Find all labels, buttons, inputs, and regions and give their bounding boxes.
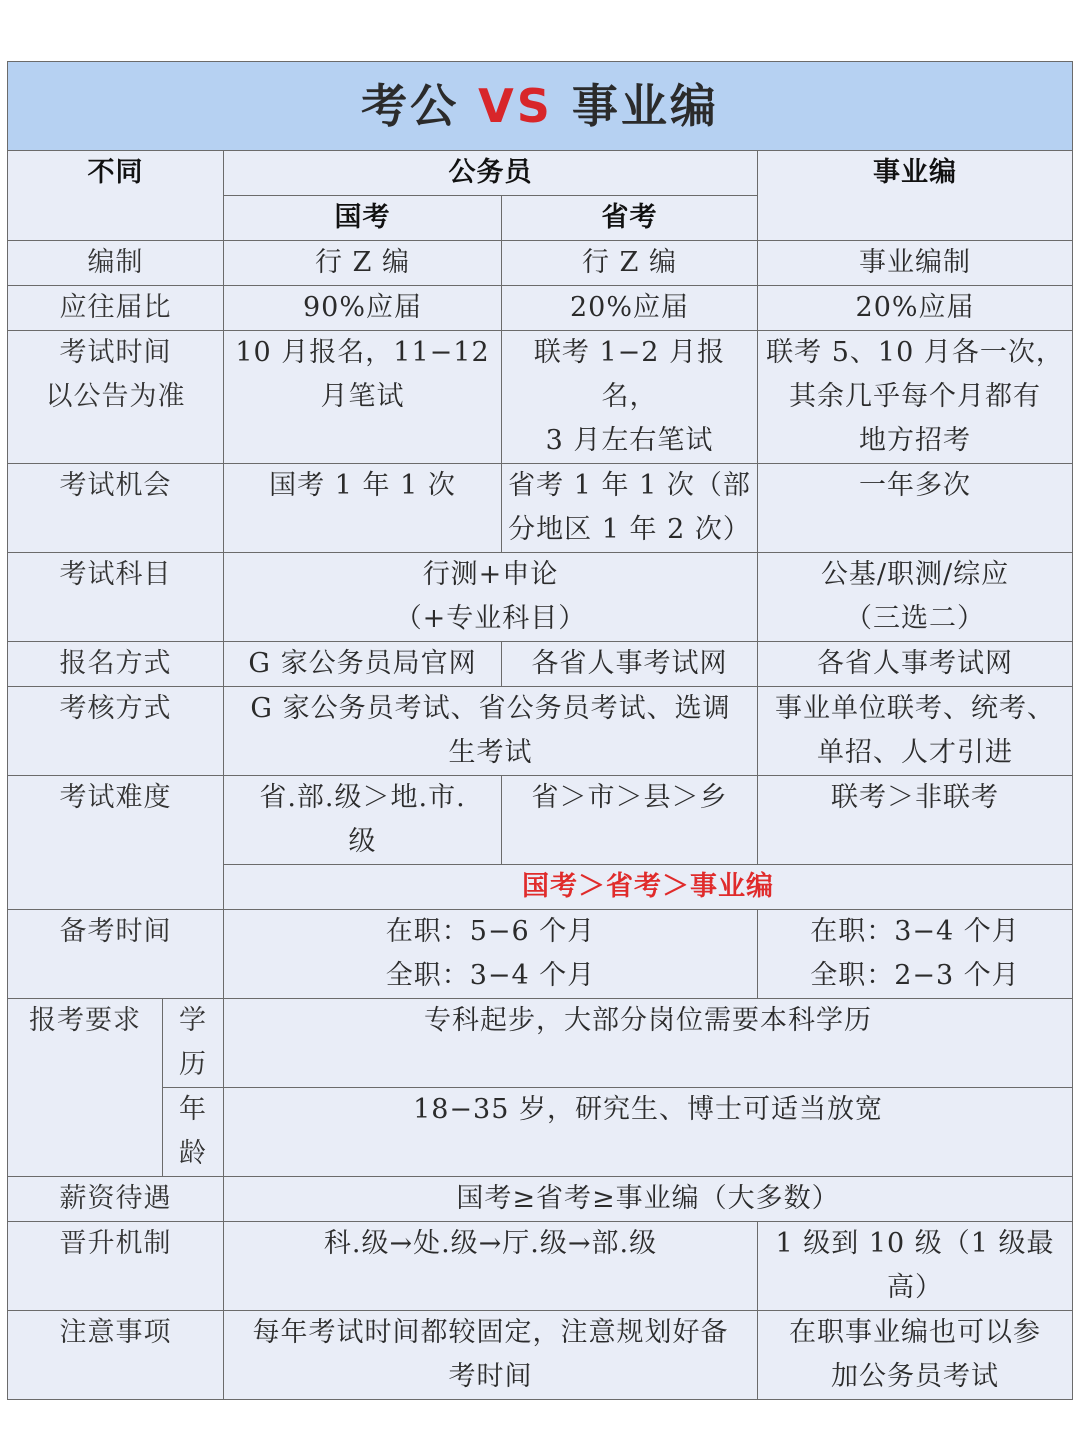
cell-shiye: 一年多次 xyxy=(758,464,1073,553)
text-line: （三选二） xyxy=(845,603,986,634)
header-public-institution: 事业编 xyxy=(758,151,1073,241)
cell-guokao: 国考 1 年 1 次 xyxy=(224,464,502,553)
header-provincial-exam: 省考 xyxy=(502,196,758,241)
cell-shengkao: 省＞市＞县＞乡 xyxy=(502,776,758,865)
label-line: 以公告为准 xyxy=(45,381,186,412)
text-line: 在职事业编也可以参 xyxy=(789,1317,1042,1348)
text-line: 单招、人才引进 xyxy=(817,737,1014,768)
row-label: 编制 xyxy=(8,241,224,286)
cell-shiye: 1 级到 10 级（1 级最高） xyxy=(758,1222,1073,1311)
row-exam-chance xyxy=(8,464,1073,553)
text-line: 全职：2−3 个月 xyxy=(810,960,1020,991)
row-label: 注意事项 xyxy=(8,1311,224,1400)
label-line: 历 xyxy=(179,1049,207,1080)
title-vs: VS xyxy=(478,79,553,133)
comparison-table xyxy=(7,61,1073,1400)
text-line: 全职：3−4 个月 xyxy=(385,960,596,991)
row-bianzhi xyxy=(8,241,1073,286)
cell-guokao: 90%应届 xyxy=(224,286,502,331)
cell-civil xyxy=(224,1311,758,1400)
cell-shiye: 20%应届 xyxy=(758,286,1073,331)
label-line: 年 xyxy=(179,1094,207,1125)
sub-label-age xyxy=(163,1088,224,1177)
label-line: 龄 xyxy=(179,1138,207,1169)
text-line: 级 xyxy=(348,826,377,857)
row-difficulty xyxy=(8,776,1073,865)
cell-shengkao: 20%应届 xyxy=(502,286,758,331)
text-line: 10 月报名，11−12 xyxy=(235,337,490,368)
row-label: 考试科目 xyxy=(8,553,224,642)
text-line: 分地区 1 年 2 次） xyxy=(508,514,751,545)
cell-shiye: 各省人事考试网 xyxy=(758,642,1073,687)
cell-shengkao xyxy=(502,331,758,464)
cell-shiye: 事业编制 xyxy=(758,241,1073,286)
text-line: 在职：5−6 个月 xyxy=(385,916,596,947)
text-line: （+专业科目） xyxy=(394,603,587,634)
cell-guokao xyxy=(224,776,502,865)
difficulty-summary: 国考＞省考＞事业编 xyxy=(224,865,1073,910)
cell-shengkao: 行 Z 编 xyxy=(502,241,758,286)
cell-age: 18−35 岁，研究生、博士可适当放宽 xyxy=(224,1088,1073,1177)
row-label: 考试难度 xyxy=(8,776,224,910)
cell-shiye xyxy=(758,910,1073,999)
text-line: 3 月左右笔试 xyxy=(545,425,714,456)
text-line: 行测+申论 xyxy=(422,559,559,590)
row-assessment xyxy=(8,687,1073,776)
row-label: 报考要求 xyxy=(8,999,163,1177)
text-line: 省考 1 年 1 次（部 xyxy=(508,470,751,501)
row-registration xyxy=(8,642,1073,687)
row-salary xyxy=(8,1177,1073,1222)
text-line: 地方招考 xyxy=(859,425,972,456)
cell-shiye xyxy=(758,687,1073,776)
row-label: 报名方式 xyxy=(8,642,224,687)
cell-guokao xyxy=(224,331,502,464)
label-line: 学 xyxy=(179,1005,207,1036)
cell-shiye xyxy=(758,331,1073,464)
text-line: 联考 1−2 月报名， xyxy=(533,337,726,412)
text-line: 在职：3−4 个月 xyxy=(810,916,1020,947)
label-line: 考试时间 xyxy=(59,337,172,368)
cell-guokao: G 家公务员局官网 xyxy=(224,642,502,687)
cell-salary: 国考≥省考≥事业编（大多数） xyxy=(224,1177,1073,1222)
text-line: 公基/职测/综应 xyxy=(820,559,1010,590)
row-label: 晋升机制 xyxy=(8,1222,224,1311)
text-line: 省.部.级＞地.市. xyxy=(259,782,466,813)
row-label: 备考时间 xyxy=(8,910,224,999)
title-part1: 考公 xyxy=(361,79,460,133)
text-line: 生考试 xyxy=(448,737,533,768)
cell-education: 专科起步，大部分岗位需要本科学历 xyxy=(224,999,1073,1088)
row-label: 薪资待遇 xyxy=(8,1177,224,1222)
cell-shengkao xyxy=(502,464,758,553)
cell-shiye xyxy=(758,553,1073,642)
cell-shiye: 联考＞非联考 xyxy=(758,776,1073,865)
cell-civil xyxy=(224,687,758,776)
row-exam-time xyxy=(8,331,1073,464)
row-label: 应往届比 xyxy=(8,286,224,331)
cell-shiye xyxy=(758,1311,1073,1400)
cell-shengkao: 各省人事考试网 xyxy=(502,642,758,687)
title-part2: 事业编 xyxy=(571,79,719,133)
row-graduate-ratio xyxy=(8,286,1073,331)
text-line: 考时间 xyxy=(448,1361,533,1392)
row-requirements-age xyxy=(8,1088,1073,1177)
header-difference: 不同 xyxy=(8,151,224,241)
page-title xyxy=(8,62,1073,151)
row-prep-time xyxy=(8,910,1073,999)
text-line: 每年考试时间都较固定，注意规划好备 xyxy=(252,1317,729,1348)
header-row-1 xyxy=(8,151,1073,196)
cell-civil xyxy=(224,553,758,642)
row-requirements-education xyxy=(8,999,1073,1088)
sub-label-education xyxy=(163,999,224,1088)
row-label: 考试机会 xyxy=(8,464,224,553)
text-line: G 家公务员考试、省公务员考试、选调 xyxy=(250,693,731,724)
cell-civil: 科.级→处.级→厅.级→部.级 xyxy=(224,1222,758,1311)
row-label: 考核方式 xyxy=(8,687,224,776)
text-line: 月笔试 xyxy=(320,381,405,412)
comparison-table-wrapper xyxy=(7,61,1072,1400)
row-label xyxy=(8,331,224,464)
text-line: 其余几乎每个月都有 xyxy=(789,381,1042,412)
text-line: 事业单位联考、统考、 xyxy=(775,693,1056,724)
row-exam-subjects xyxy=(8,553,1073,642)
header-national-exam: 国考 xyxy=(224,196,502,241)
row-notes xyxy=(8,1311,1073,1400)
cell-guokao: 行 Z 编 xyxy=(224,241,502,286)
text-line: 联考 5、10 月各一次， xyxy=(766,337,1064,368)
header-civil-servant: 公务员 xyxy=(224,151,758,196)
cell-civil xyxy=(224,910,758,999)
title-row xyxy=(8,62,1073,151)
row-promotion xyxy=(8,1222,1073,1311)
text-line: 加公务员考试 xyxy=(831,1361,1000,1392)
